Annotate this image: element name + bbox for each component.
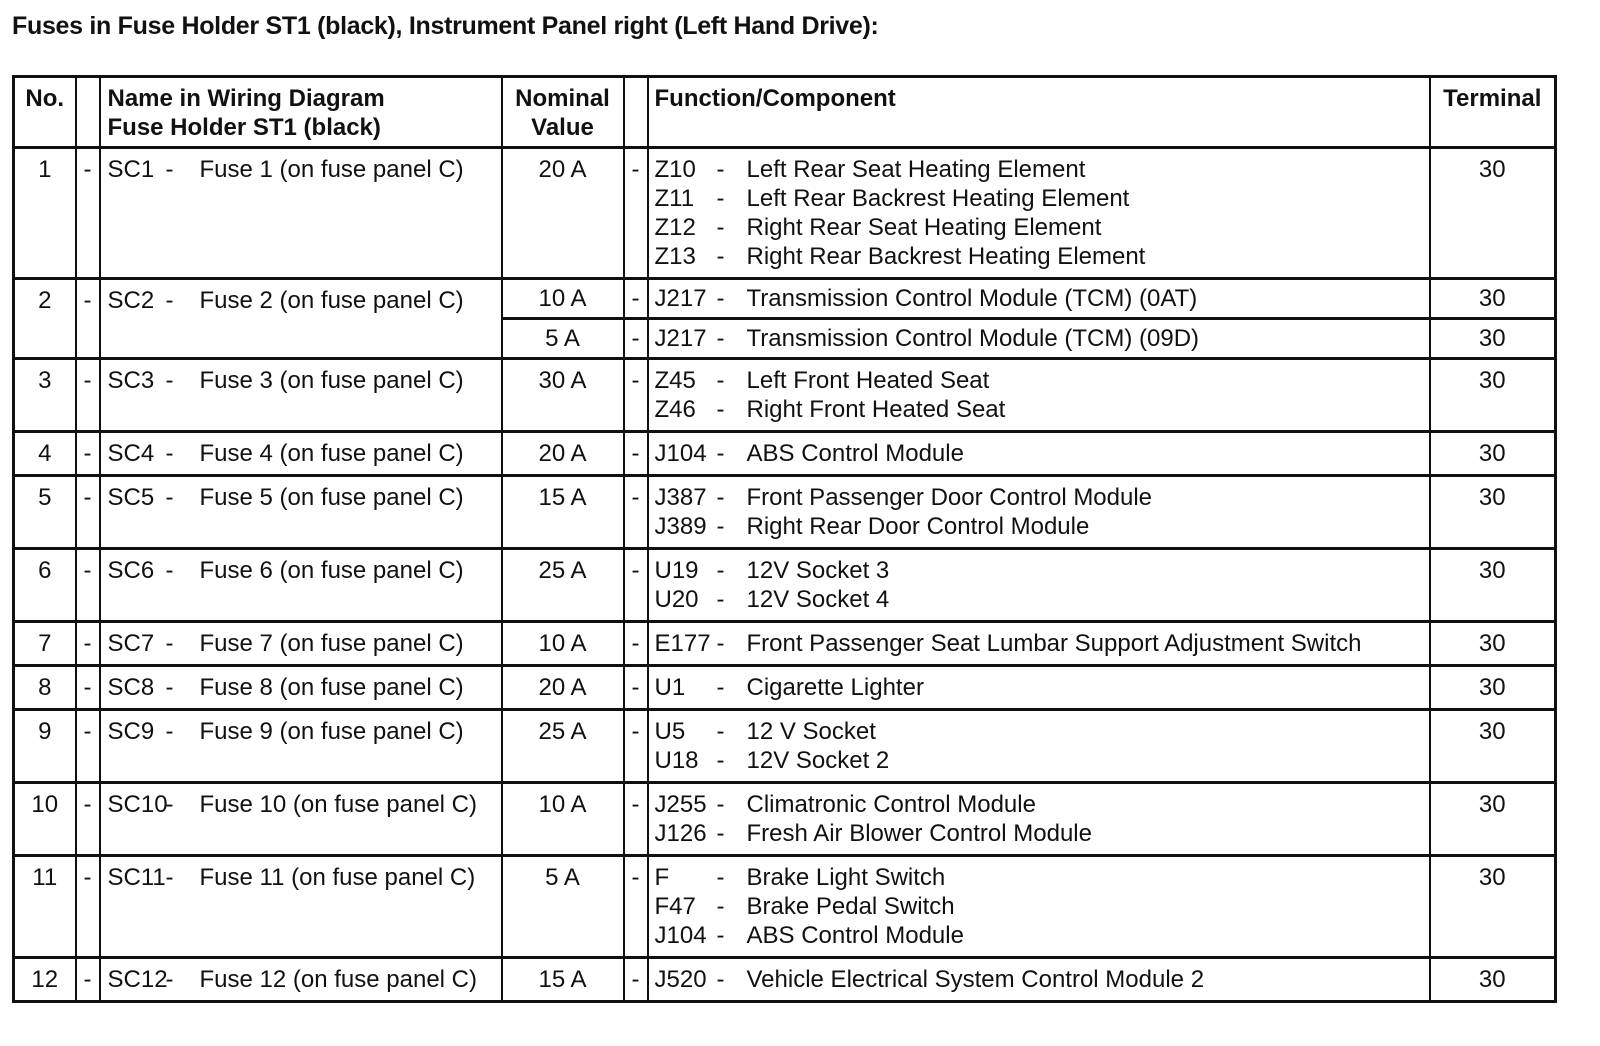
component-desc: Climatronic Control Module — [746, 791, 1036, 818]
fuse-number: 5 — [14, 476, 76, 549]
table-row — [14, 783, 1556, 856]
component-line — [655, 819, 1429, 848]
table-row — [14, 958, 1556, 1002]
fuse-name: Fuse 5 (on fuse panel C) — [199, 484, 464, 511]
fuse-name-cell — [100, 359, 502, 432]
fuse-name-cell — [100, 622, 502, 666]
component-line — [655, 366, 1429, 395]
component-separator: - — [716, 396, 725, 423]
dash-cell: - — [76, 958, 100, 1002]
component-separator: - — [716, 922, 725, 949]
function-cell — [648, 148, 1430, 279]
header-spacer — [76, 77, 100, 148]
dash-cell: - — [76, 710, 100, 783]
table-row — [14, 432, 1556, 476]
fuse-name: Fuse 6 (on fuse panel C) — [199, 557, 464, 584]
page-title: Fuses in Fuse Holder ST1 (black), Instrument Panel right (Left Hand Drive): — [12, 12, 879, 40]
component-desc: 12 V Socket — [746, 718, 876, 745]
function-cell — [648, 279, 1430, 319]
component-desc: Cigarette Lighter — [746, 674, 924, 701]
nominal-value: 10 A — [502, 622, 624, 666]
fuse-number: 9 — [14, 710, 76, 783]
component-line — [655, 965, 1429, 994]
component-line — [655, 395, 1429, 424]
component-desc: Transmission Control Module (TCM) (09D) — [746, 325, 1200, 352]
component-desc: Left Rear Backrest Heating Element — [746, 185, 1130, 212]
component-desc: ABS Control Module — [746, 922, 964, 949]
terminal-value: 30 — [1430, 622, 1556, 666]
dash-cell: - — [76, 783, 100, 856]
component-separator: - — [716, 893, 725, 920]
component-code: Z12 — [654, 214, 696, 241]
component-line — [655, 242, 1429, 271]
header-nominal-line2: Value — [531, 114, 594, 141]
component-desc: 12V Socket 3 — [746, 557, 890, 584]
component-code: Z10 — [654, 156, 696, 183]
header-no: No. — [14, 77, 76, 148]
fuse-number: 3 — [14, 359, 76, 432]
dash-cell: - — [76, 856, 100, 958]
function-cell — [648, 359, 1430, 432]
component-line — [655, 790, 1429, 819]
component-separator: - — [716, 484, 725, 511]
fuse-separator: - — [165, 630, 174, 657]
fuse-name-cell — [100, 856, 502, 958]
function-cell — [648, 476, 1430, 549]
fuse-name-cell — [100, 958, 502, 1002]
fuse-separator: - — [165, 156, 174, 183]
component-line — [655, 863, 1429, 892]
header-name — [100, 77, 502, 148]
fuse-name: Fuse 9 (on fuse panel C) — [199, 718, 464, 745]
nominal-value: 20 A — [502, 432, 624, 476]
fuse-name-cell — [100, 710, 502, 783]
fuse-code: SC9 — [107, 718, 155, 745]
table-row — [14, 148, 1556, 279]
component-code: J387 — [654, 484, 707, 511]
dash-cell: - — [624, 359, 648, 432]
dash-cell: - — [624, 476, 648, 549]
component-separator: - — [716, 747, 725, 774]
fuse-code: SC10 — [107, 791, 168, 818]
component-desc: Right Front Heated Seat — [746, 396, 1006, 423]
fuse-name: Fuse 10 (on fuse panel C) — [199, 791, 477, 818]
dash-cell: - — [76, 432, 100, 476]
component-desc: Right Rear Door Control Module — [746, 513, 1090, 540]
component-line — [655, 155, 1429, 184]
fuse-separator: - — [165, 966, 174, 993]
terminal-value: 30 — [1430, 319, 1556, 359]
fuse-code: SC11 — [107, 864, 166, 891]
function-cell — [648, 432, 1430, 476]
fuse-code: SC7 — [107, 630, 155, 657]
dash-cell: - — [624, 783, 648, 856]
fuse-name: Fuse 3 (on fuse panel C) — [199, 367, 464, 394]
terminal-value: 30 — [1430, 476, 1556, 549]
component-line — [655, 673, 1429, 702]
component-separator: - — [716, 185, 725, 212]
fuse-name: Fuse 4 (on fuse panel C) — [199, 440, 464, 467]
component-code: Z45 — [654, 367, 696, 394]
fuse-name: Fuse 12 (on fuse panel C) — [199, 966, 477, 993]
component-line — [655, 213, 1429, 242]
component-line — [655, 556, 1429, 585]
fuse-separator: - — [165, 440, 174, 467]
component-separator: - — [716, 674, 725, 701]
component-separator: - — [716, 586, 725, 613]
component-line — [655, 324, 1429, 353]
component-desc: Vehicle Electrical System Control Module 2 — [746, 966, 1205, 993]
component-desc: Left Rear Seat Heating Element — [746, 156, 1086, 183]
dash-cell: - — [76, 476, 100, 549]
nominal-value: 20 A — [502, 666, 624, 710]
terminal-value: 30 — [1430, 710, 1556, 783]
component-separator: - — [716, 864, 725, 891]
fuse-name-cell — [100, 783, 502, 856]
fuse-number: 2 — [14, 279, 76, 359]
dash-cell: - — [624, 710, 648, 783]
fuse-separator: - — [165, 557, 174, 584]
fuse-name: Fuse 8 (on fuse panel C) — [199, 674, 464, 701]
nominal-value: 10 A — [502, 783, 624, 856]
component-code: J217 — [654, 325, 707, 352]
terminal-value: 30 — [1430, 432, 1556, 476]
terminal-value: 30 — [1430, 783, 1556, 856]
function-cell — [648, 710, 1430, 783]
fuse-number: 12 — [14, 958, 76, 1002]
component-code: J389 — [654, 513, 707, 540]
table-row — [14, 279, 1556, 319]
dash-cell: - — [624, 549, 648, 622]
dash-cell: - — [624, 319, 648, 359]
fuse-code: SC5 — [107, 484, 155, 511]
fuse-name: Fuse 1 (on fuse panel C) — [199, 156, 464, 183]
component-code: U18 — [654, 747, 699, 774]
component-line — [655, 184, 1429, 213]
component-code: U19 — [654, 557, 699, 584]
fuse-code: SC2 — [107, 287, 155, 314]
fuse-separator: - — [165, 791, 174, 818]
function-cell — [648, 666, 1430, 710]
component-desc: Fresh Air Blower Control Module — [746, 820, 1092, 847]
component-line — [655, 921, 1429, 950]
component-separator: - — [716, 214, 725, 241]
nominal-value: 30 A — [502, 359, 624, 432]
component-desc: Front Passenger Seat Lumbar Support Adjustment Switch — [746, 630, 1362, 657]
function-cell — [648, 549, 1430, 622]
function-cell — [648, 622, 1430, 666]
component-line — [655, 284, 1429, 313]
fuse-number: 6 — [14, 549, 76, 622]
fuse-name-cell — [100, 432, 502, 476]
fuse-number: 4 — [14, 432, 76, 476]
terminal-value: 30 — [1430, 958, 1556, 1002]
nominal-value: 15 A — [502, 476, 624, 549]
component-desc: Right Rear Backrest Heating Element — [746, 243, 1146, 270]
fuse-separator: - — [165, 718, 174, 745]
dash-cell: - — [76, 148, 100, 279]
dash-cell: - — [76, 279, 100, 359]
dash-cell: - — [624, 622, 648, 666]
terminal-value: 30 — [1430, 359, 1556, 432]
terminal-value: 30 — [1430, 279, 1556, 319]
fuse-code: SC12 — [107, 966, 168, 993]
dash-cell: - — [624, 148, 648, 279]
fuse-number: 7 — [14, 622, 76, 666]
function-cell — [648, 958, 1430, 1002]
terminal-value: 30 — [1430, 148, 1556, 279]
component-code: Z13 — [654, 243, 696, 270]
table-row — [14, 549, 1556, 622]
nominal-value: 5 A — [502, 856, 624, 958]
table-row — [14, 476, 1556, 549]
component-desc: Brake Pedal Switch — [746, 893, 955, 920]
component-code: E177 — [654, 630, 711, 657]
dash-cell: - — [76, 666, 100, 710]
component-code: F — [654, 864, 670, 891]
fuse-code: SC3 — [107, 367, 155, 394]
fuse-name-cell — [100, 279, 502, 359]
dash-cell: - — [624, 856, 648, 958]
fuse-table-body — [14, 148, 1556, 1002]
nominal-value: 10 A — [502, 279, 624, 319]
fuse-separator: - — [165, 484, 174, 511]
component-desc: ABS Control Module — [746, 440, 964, 467]
fuse-name-cell — [100, 549, 502, 622]
fuse-code: SC8 — [107, 674, 155, 701]
fuse-name-cell — [100, 148, 502, 279]
component-code: J126 — [654, 820, 707, 847]
component-line — [655, 439, 1429, 468]
fuse-number: 1 — [14, 148, 76, 279]
fuse-name: Fuse 11 (on fuse panel C) — [199, 864, 476, 891]
component-separator: - — [716, 820, 725, 847]
component-separator: - — [716, 325, 725, 352]
component-separator: - — [716, 156, 725, 183]
component-code: J520 — [654, 966, 707, 993]
fuse-code: SC1 — [107, 156, 155, 183]
fuse-separator: - — [165, 864, 174, 891]
component-separator: - — [716, 718, 725, 745]
component-code: J217 — [654, 285, 707, 312]
fuse-number: 11 — [14, 856, 76, 958]
table-row — [14, 622, 1556, 666]
fuse-separator: - — [165, 674, 174, 701]
nominal-value: 25 A — [502, 549, 624, 622]
component-line — [655, 512, 1429, 541]
fuse-number: 8 — [14, 666, 76, 710]
component-separator: - — [716, 243, 725, 270]
fuse-code: SC4 — [107, 440, 155, 467]
component-separator: - — [716, 557, 725, 584]
fuse-name-cell — [100, 476, 502, 549]
header-terminal: Terminal — [1430, 77, 1556, 148]
header-nominal-line1: Nominal — [515, 85, 610, 112]
dash-cell: - — [624, 666, 648, 710]
nominal-value: 5 A — [502, 319, 624, 359]
component-separator: - — [716, 367, 725, 394]
component-code: Z11 — [654, 185, 695, 212]
dash-cell: - — [76, 622, 100, 666]
component-separator: - — [716, 513, 725, 540]
component-line — [655, 585, 1429, 614]
dash-cell: - — [76, 549, 100, 622]
component-separator: - — [716, 285, 725, 312]
component-desc: Front Passenger Door Control Module — [746, 484, 1153, 511]
header-nominal — [502, 77, 624, 148]
component-code: U5 — [654, 718, 686, 745]
fuse-name-cell — [100, 666, 502, 710]
table-row — [14, 856, 1556, 958]
header-name-line2: Fuse Holder ST1 (black) — [107, 114, 381, 141]
component-code: U1 — [654, 674, 686, 701]
fuse-separator: - — [165, 367, 174, 394]
component-code: U20 — [654, 586, 699, 613]
dash-cell: - — [624, 279, 648, 319]
component-code: J104 — [654, 440, 707, 467]
component-line — [655, 483, 1429, 512]
component-separator: - — [716, 966, 725, 993]
header-row — [14, 77, 1556, 148]
fuse-name: Fuse 2 (on fuse panel C) — [199, 287, 464, 314]
function-cell — [648, 319, 1430, 359]
table-row — [14, 359, 1556, 432]
nominal-value: 25 A — [502, 710, 624, 783]
table-row — [14, 666, 1556, 710]
component-desc: 12V Socket 4 — [746, 586, 890, 613]
component-desc: 12V Socket 2 — [746, 747, 890, 774]
component-code: Z46 — [654, 396, 696, 423]
header-function: Function/Component — [648, 77, 1430, 148]
dash-cell: - — [624, 958, 648, 1002]
component-line — [655, 746, 1429, 775]
function-cell — [648, 856, 1430, 958]
component-line — [655, 629, 1429, 658]
component-line — [655, 717, 1429, 746]
terminal-value: 30 — [1430, 856, 1556, 958]
component-desc: Brake Light Switch — [746, 864, 946, 891]
terminal-value: 30 — [1430, 666, 1556, 710]
function-cell — [648, 783, 1430, 856]
terminal-value: 30 — [1430, 549, 1556, 622]
dash-cell: - — [624, 432, 648, 476]
fuse-separator: - — [165, 287, 174, 314]
component-desc: Transmission Control Module (TCM) (0AT) — [746, 285, 1198, 312]
header-name-line1: Name in Wiring Diagram — [107, 85, 385, 112]
nominal-value: 15 A — [502, 958, 624, 1002]
fuse-name: Fuse 7 (on fuse panel C) — [199, 630, 464, 657]
component-separator: - — [716, 440, 725, 467]
component-separator: - — [716, 630, 725, 657]
component-line — [655, 892, 1429, 921]
component-separator: - — [716, 791, 725, 818]
dash-cell: - — [76, 359, 100, 432]
component-code: J255 — [654, 791, 707, 818]
fuse-code: SC6 — [107, 557, 155, 584]
fuse-table — [12, 75, 1557, 1003]
component-code: F47 — [654, 893, 696, 920]
fuse-number: 10 — [14, 783, 76, 856]
component-desc: Left Front Heated Seat — [746, 367, 990, 394]
table-row — [14, 710, 1556, 783]
nominal-value: 20 A — [502, 148, 624, 279]
header-spacer — [624, 77, 648, 148]
component-desc: Right Rear Seat Heating Element — [746, 214, 1102, 241]
component-code: J104 — [654, 922, 707, 949]
